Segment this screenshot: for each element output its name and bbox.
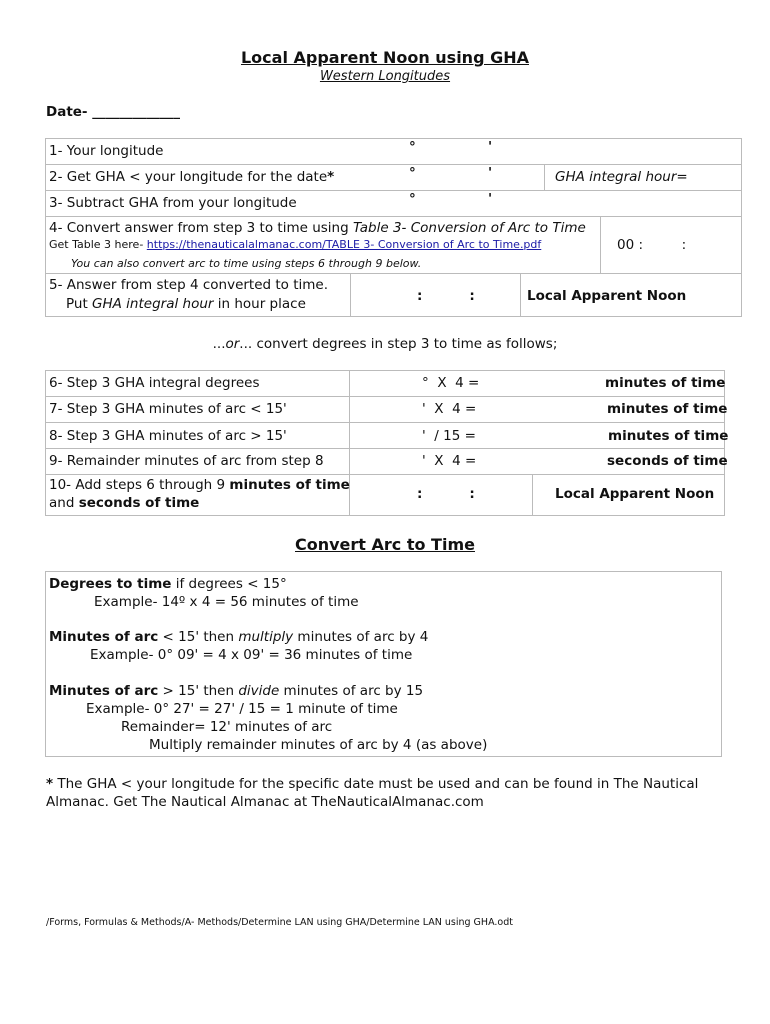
step6-op[interactable]: ° X 4 = bbox=[422, 375, 480, 391]
date-field[interactable]: Date- _____________ bbox=[46, 104, 180, 120]
step8-unit: minutes of time bbox=[608, 428, 729, 444]
step8-op[interactable]: ' / 15 = bbox=[422, 428, 476, 444]
step10-time-field[interactable]: : : bbox=[417, 486, 475, 502]
step9-op[interactable]: ' X 4 = bbox=[422, 453, 477, 469]
step10-line1: 10- Add steps 6 through 9 minutes of time bbox=[49, 477, 350, 493]
step9-label: 9- Remainder minutes of arc from step 8 bbox=[49, 453, 324, 469]
step3-deg-field[interactable]: ° bbox=[409, 191, 416, 207]
step2-deg-field[interactable]: ° bbox=[409, 165, 416, 181]
deg-example: Example- 14º x 4 = 56 minutes of time bbox=[94, 594, 359, 610]
step5-result-label: Local Apparent Noon bbox=[527, 288, 687, 304]
convert-heading: Convert Arc to Time bbox=[295, 535, 475, 554]
step1-deg-field[interactable]: ° bbox=[409, 139, 416, 155]
step6-unit: minutes of time bbox=[605, 375, 726, 391]
deg-rule: Degrees to time if degrees < 15° bbox=[49, 576, 287, 592]
step7-label: 7- Step 3 GHA minutes of arc < 15' bbox=[49, 401, 287, 417]
step9-unit: seconds of time bbox=[607, 453, 728, 469]
page-title: Local Apparent Noon using GHA bbox=[240, 48, 529, 67]
step10-result-label: Local Apparent Noon bbox=[555, 486, 715, 502]
table3-line: Get Table 3 here- https://thenauticalalmanac.com/TABLE 3- Conversion of Arc to Time.pdf bbox=[49, 238, 542, 251]
step3-label: 3- Subtract GHA from your longitude bbox=[49, 195, 297, 211]
step3-min-field[interactable]: ' bbox=[488, 191, 493, 207]
gha-integral-hour-field[interactable]: GHA integral hour= bbox=[555, 169, 688, 185]
step1-label: 1- Your longitude bbox=[49, 143, 164, 159]
step1-min-field[interactable]: ' bbox=[488, 139, 493, 155]
remainder-line: Remainder= 12' minutes of arc bbox=[121, 719, 333, 735]
footnote: * The GHA < your longitude for the specific date must be used and can be found in The Nautical bbox=[46, 776, 699, 792]
min-gt-rule: Minutes of arc > 15' then divide minutes of arc by 15 bbox=[49, 683, 424, 699]
min-lt-example: Example- 0° 09' = 4 x 09' = 36 minutes of time bbox=[90, 647, 413, 663]
step4-note: You can also convert arc to time using steps 6 through 9 below. bbox=[71, 257, 422, 270]
step6-label: 6- Step 3 GHA integral degrees bbox=[49, 375, 260, 391]
step8-label: 8- Step 3 GHA minutes of arc > 15' bbox=[49, 428, 287, 444]
step5-line1: 5- Answer from step 4 converted to time. bbox=[49, 277, 329, 293]
step2-min-field[interactable]: ' bbox=[488, 165, 493, 181]
page-subtitle: Western Longitudes bbox=[319, 69, 451, 84]
step5-line2: Put GHA integral hour in hour place bbox=[66, 296, 306, 312]
step2-label: 2- Get GHA < your longitude for the date* bbox=[49, 169, 335, 185]
table3-link[interactable]: https://thenauticalalmanac.com/TABLE 3- Conversion of Arc to Time.pdf bbox=[146, 238, 542, 251]
min-lt-rule: Minutes of arc < 15' then multiply minutes of arc by 4 bbox=[49, 629, 429, 645]
step5-time-field[interactable]: : : bbox=[417, 288, 475, 304]
step4-label: 4- Convert answer from step 3 to time using Table 3- Conversion of Arc to Time bbox=[49, 220, 586, 236]
step7-op[interactable]: ' X 4 = bbox=[422, 401, 477, 417]
min-gt-example: Example- 0° 27' = 27' / 15 = 1 minute of time bbox=[86, 701, 398, 717]
multiply-remainder-line: Multiply remainder minutes of arc by 4 (as above) bbox=[149, 737, 488, 753]
footnote-line2: Almanac. Get The Nautical Almanac at TheNauticalAlmanac.com bbox=[46, 794, 484, 810]
or-line: ...or... convert degrees in step 3 to time as follows; bbox=[212, 336, 558, 352]
step7-unit: minutes of time bbox=[607, 401, 728, 417]
file-path-footer: /Forms, Formulas & Methods/A- Methods/Determine LAN using GHA/Determine LAN using GHA.odt bbox=[46, 917, 513, 928]
step10-line2: and seconds of time bbox=[49, 495, 200, 511]
step4-time-field[interactable]: 00 : : bbox=[617, 237, 687, 253]
